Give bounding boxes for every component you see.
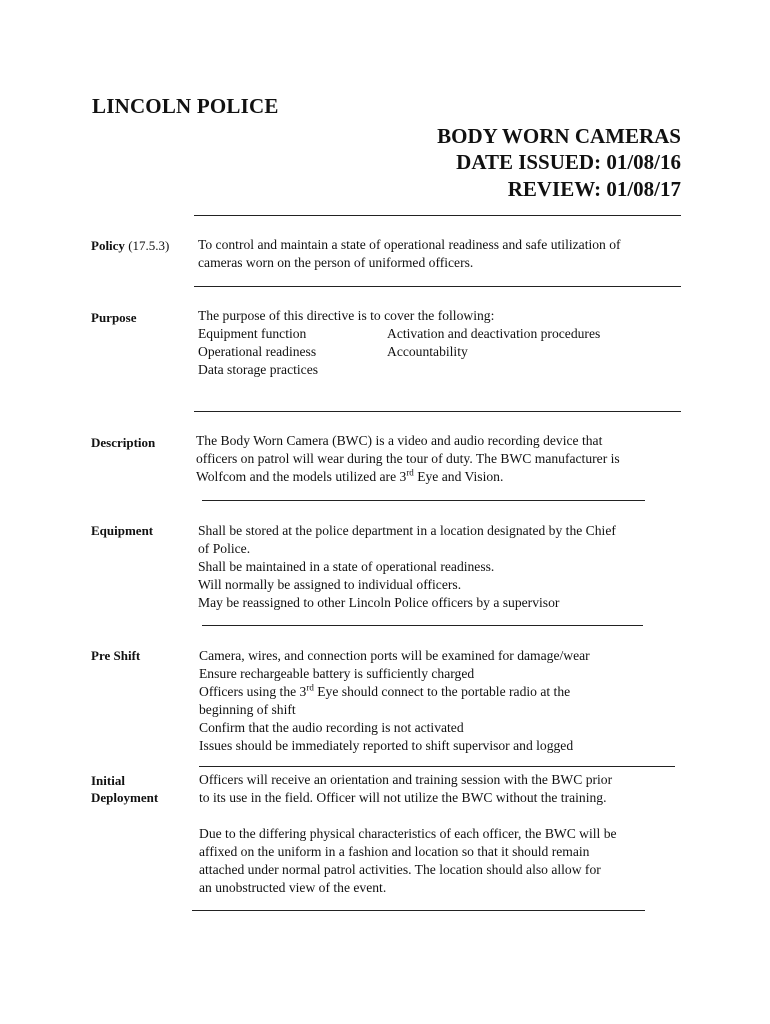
text-line: Wolfcom and the models utilized are 3rd Eye and Vision.: [196, 467, 504, 484]
text-line: cameras worn on the person of uniformed officers.: [198, 255, 474, 270]
text-line: Shall be stored at the police department in a location designated by the Chief: [198, 523, 616, 538]
list-item: Operational readiness: [198, 344, 317, 359]
text-line: To control and maintain a state of operational readiness and safe utilization of: [198, 237, 621, 252]
section-label-policy: [91, 237, 169, 254]
divider: [202, 500, 645, 501]
review-date: REVIEW: 01/08/17: [507, 177, 681, 201]
text-line: of Police.: [198, 541, 251, 556]
text-line: affixed on the uniform in a fashion and location so that it should remain: [199, 844, 590, 859]
text-line: attached under normal patrol activities. The location should also allow for: [199, 862, 601, 877]
policy-label: Policy: [91, 238, 125, 253]
organization-name: LINCOLN POLICE: [92, 94, 279, 118]
equipment-text: [198, 522, 616, 612]
section-label-initial-deployment: Initial Deployment: [91, 773, 159, 805]
purpose-intro: The purpose of this directive is to cover the following:: [198, 308, 495, 323]
description-text: [196, 432, 620, 486]
divider: [194, 286, 681, 287]
section-label-equipment: Equipment: [91, 523, 154, 538]
divider: [202, 625, 643, 626]
divider: [199, 766, 675, 767]
text-line: Shall be maintained in a state of operational readiness.: [198, 559, 495, 574]
text-line: Due to the differing physical characteristics of each officer, the BWC will be: [199, 826, 617, 841]
divider: [194, 215, 681, 216]
text-line: Officers using the 3rd Eye should connect to the portable radio at the: [199, 682, 571, 699]
initial-deployment-para1: [199, 771, 612, 807]
text-line: Ensure rechargeable battery is sufficiently charged: [199, 666, 475, 681]
text-line: Confirm that the audio recording is not activated: [199, 720, 464, 735]
text-line: Camera, wires, and connection ports will be examined for damage/wear: [199, 648, 590, 663]
list-item: Activation and deactivation procedures: [387, 326, 601, 341]
document-title: BODY WORN CAMERAS: [437, 124, 681, 148]
text-line: beginning of shift: [199, 702, 296, 717]
text-line: Will normally be assigned to individual officers.: [198, 577, 462, 592]
text-line: The Body Worn Camera (BWC) is a video and audio recording device that: [196, 433, 603, 448]
section-label-pre-shift: Pre Shift: [91, 648, 141, 663]
list-item: Accountability: [387, 344, 468, 359]
divider: [192, 910, 645, 911]
text-line: an unobstructed view of the event.: [199, 880, 387, 895]
text-line: Issues should be immediately reported to shift supervisor and logged: [199, 738, 574, 753]
text-line: to its use in the field. Officer will not utilize the BWC without the training.: [199, 790, 607, 805]
list-item: Data storage practices: [198, 362, 319, 377]
date-issued: DATE ISSUED: 01/08/16: [456, 150, 681, 174]
text-line: Officers will receive an orientation and training session with the BWC prior: [199, 772, 613, 787]
pre-shift-text: [199, 647, 590, 755]
section-label-purpose: Purpose: [91, 310, 137, 325]
initial-deployment-para2: [199, 825, 617, 897]
text-line: officers on patrol will wear during the tour of duty. The BWC manufacturer is: [196, 451, 620, 466]
purpose-row: [198, 343, 600, 361]
section-label-description: Description: [91, 435, 156, 450]
list-item: Equipment function: [198, 326, 307, 341]
policy-reference: (17.5.3): [128, 238, 170, 253]
purpose-text: [198, 307, 600, 379]
text-line: May be reassigned to other Lincoln Police officers by a supervisor: [198, 595, 560, 610]
purpose-row: [198, 325, 600, 343]
policy-text: [198, 236, 621, 272]
divider: [194, 411, 681, 412]
